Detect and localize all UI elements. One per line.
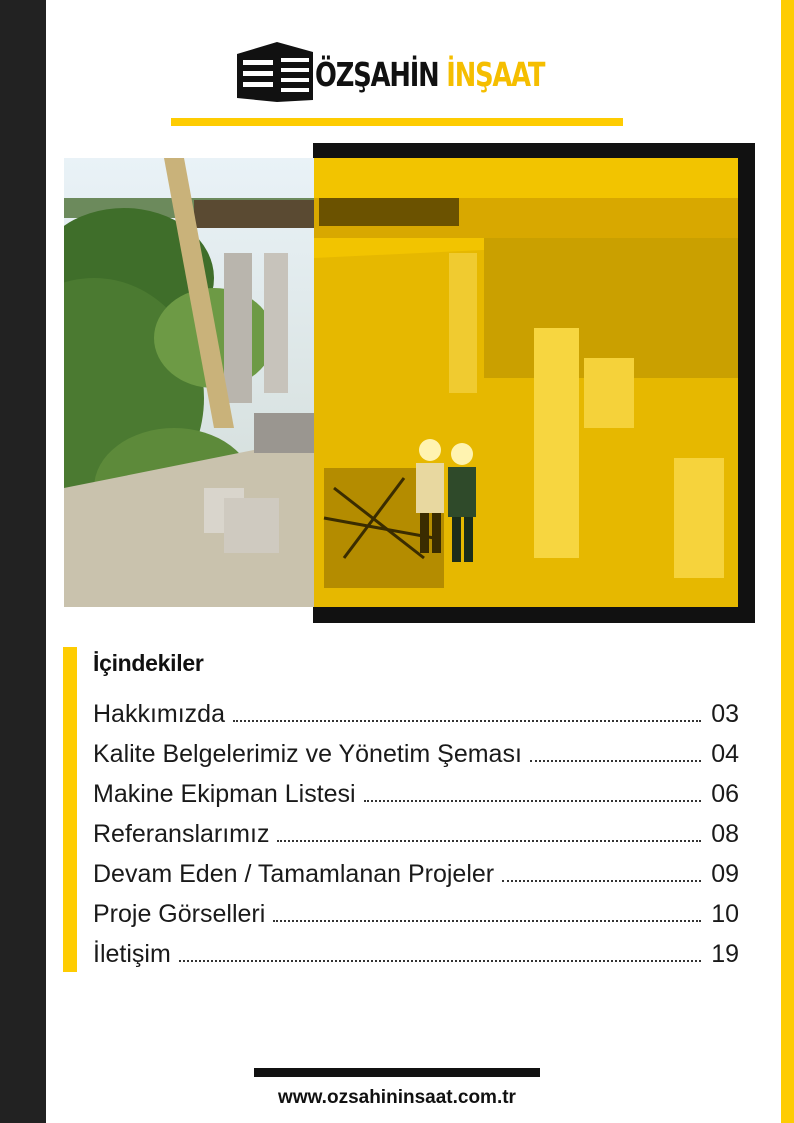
logo-underline xyxy=(171,118,623,126)
toc-item[interactable] xyxy=(93,900,739,940)
toc-leader-dots xyxy=(179,959,701,962)
right-accent-bar xyxy=(781,0,794,1123)
toc-item[interactable] xyxy=(93,860,739,900)
company-name-primary: ÖZŞAHİN xyxy=(315,55,439,94)
toc-item[interactable] xyxy=(93,700,739,740)
company-name-secondary: İNŞAAT xyxy=(446,55,545,94)
toc-list xyxy=(93,700,739,980)
toc-item-page: 08 xyxy=(711,820,739,848)
toc-item-label: Proje Görselleri xyxy=(93,900,266,928)
toc-item-label: Devam Eden / Tamamlanan Projeler xyxy=(93,860,495,888)
toc-item-label: Kalite Belgelerimiz ve Yönetim Şeması xyxy=(93,740,522,768)
toc-leader-dots xyxy=(233,719,701,722)
toc-item-page: 19 xyxy=(711,940,739,968)
toc-item-page: 09 xyxy=(711,860,739,888)
toc-item[interactable] xyxy=(93,820,739,860)
toc-item-label: İletişim xyxy=(93,940,171,968)
company-name xyxy=(315,55,544,95)
footer-divider xyxy=(254,1068,540,1077)
toc-item-label: Hakkımızda xyxy=(93,700,225,728)
left-border-bar xyxy=(0,0,46,1123)
toc-item-label: Makine Ekipman Listesi xyxy=(93,780,356,808)
toc-item-page: 04 xyxy=(711,740,739,768)
toc-item[interactable] xyxy=(93,740,739,780)
toc-item-page: 06 xyxy=(711,780,739,808)
toc-item[interactable] xyxy=(93,780,739,820)
toc-accent-bar xyxy=(63,647,77,972)
building-icon xyxy=(237,42,313,102)
company-logo xyxy=(237,42,567,102)
toc-item[interactable] xyxy=(93,940,739,980)
hero-construction-photo xyxy=(64,158,738,607)
toc-item-page: 10 xyxy=(711,900,739,928)
toc-leader-dots xyxy=(277,839,701,842)
toc-leader-dots xyxy=(530,759,701,762)
toc-leader-dots xyxy=(273,919,701,922)
toc-item-page: 03 xyxy=(711,700,739,728)
toc-leader-dots xyxy=(364,799,702,802)
website-link[interactable]: www.ozsahininsaat.com.tr xyxy=(278,1087,516,1108)
toc-title: İçindekiler xyxy=(93,650,204,676)
toc-item-label: Referanslarımız xyxy=(93,820,270,848)
toc-leader-dots xyxy=(502,879,701,882)
